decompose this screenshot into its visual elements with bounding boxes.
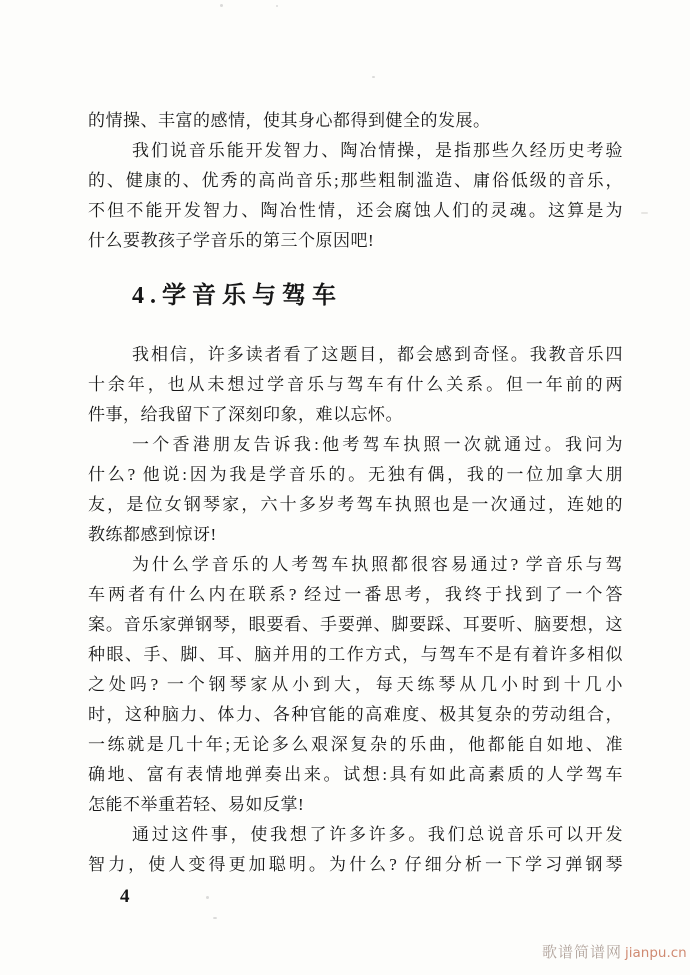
- text-line: 通过这件事，使我想了许多许多。我们总说音乐可以开发: [132, 825, 623, 844]
- page-text: [88, 0, 623, 908]
- text-line: 一练就是几十年;无论多么艰深复杂的乐曲，他都能自如地、准: [88, 735, 623, 754]
- text-line: 车两者有什么内在联系? 经过一番思考，我终于找到了一个答: [88, 585, 623, 604]
- scan-speck: [276, 5, 278, 7]
- paragraph: [88, 136, 623, 256]
- paragraph: [88, 550, 623, 820]
- text-line: 案。音乐家弹钢琴，眼要看、手要弹、脚要踩、耳要听、脑要想，这: [88, 615, 623, 634]
- text-line: 件事，给我留下了深刻印象，难以忘怀。: [88, 405, 403, 424]
- text-blocks-container: [88, 106, 623, 880]
- scan-speck: [220, 4, 223, 7]
- scan-speck: [213, 917, 217, 919]
- section-heading: 4.学音乐与驾车: [132, 283, 342, 309]
- text-line: 一个香港朋友告诉我:他考驾车执照一次就通过。我问为: [132, 435, 623, 454]
- paragraph: [88, 430, 623, 550]
- text-line: 十余年，也从未想过学音乐与驾车有什么关系。但一年前的两: [88, 375, 623, 394]
- text-line: 的情操、丰富的感情，使其身心都得到健全的发展。: [88, 111, 491, 130]
- paragraph: [88, 106, 623, 136]
- text-line: 时，这种脑力、体力、各种官能的高难度、极其复杂的劳动组合，: [88, 705, 623, 724]
- watermark-domain: jianpu.cn: [625, 945, 687, 961]
- scan-speck: [641, 212, 648, 214]
- text-line: 为什么学音乐的人考驾车执照都很容易通过? 学音乐与驾: [132, 555, 623, 574]
- text-line: 友，是位女钢琴家，六十多岁考驾车执照也是一次通过，连她的: [88, 495, 623, 514]
- page-number: 4: [120, 886, 130, 907]
- text-line: 什么要教孩子学音乐的第三个原因吧!: [88, 231, 375, 250]
- paragraph: [88, 340, 623, 430]
- paragraph: [88, 820, 623, 880]
- text-line: 教练都感到惊讶!: [88, 525, 217, 544]
- text-line: 之处吗? 一个钢琴家从小到大，每天练琴从几小时到十几小: [88, 675, 623, 694]
- text-line: 种眼、手、脚、耳、脑并用的工作方式，与驾车不是有着许多相似: [88, 645, 623, 664]
- text-line: 的、健康的、优秀的高尚音乐;那些粗制滥造、庸俗低级的音乐，: [88, 171, 623, 190]
- scan-speck: [372, 76, 375, 78]
- scan-speck: [206, 896, 209, 899]
- watermark: [542, 944, 687, 962]
- text-line: 我们说音乐能开发智力、陶冶情操，是指那些久经历史考验: [132, 141, 623, 160]
- text-line: 确地、富有表情地弹奏出来。试想:具有如此高素质的人学驾车: [88, 765, 623, 784]
- text-line: 怎能不举重若轻、易如反掌!: [88, 795, 305, 814]
- text-line: 什么? 他说:因为我是学音乐的。无独有偶，我的一位加拿大朋: [88, 465, 623, 484]
- text-line: 我相信，许多读者看了这题目，都会感到奇怪。我教音乐四: [132, 345, 623, 364]
- text-line: 智力，使人变得更加聪明。为什么? 仔细分析一下学习弹钢琴: [88, 855, 623, 874]
- text-line: 不但不能开发智力、陶冶性情，还会腐蚀人们的灵魂。这算是为: [88, 201, 623, 220]
- watermark-site-name: 歌谱简谱网: [542, 945, 623, 961]
